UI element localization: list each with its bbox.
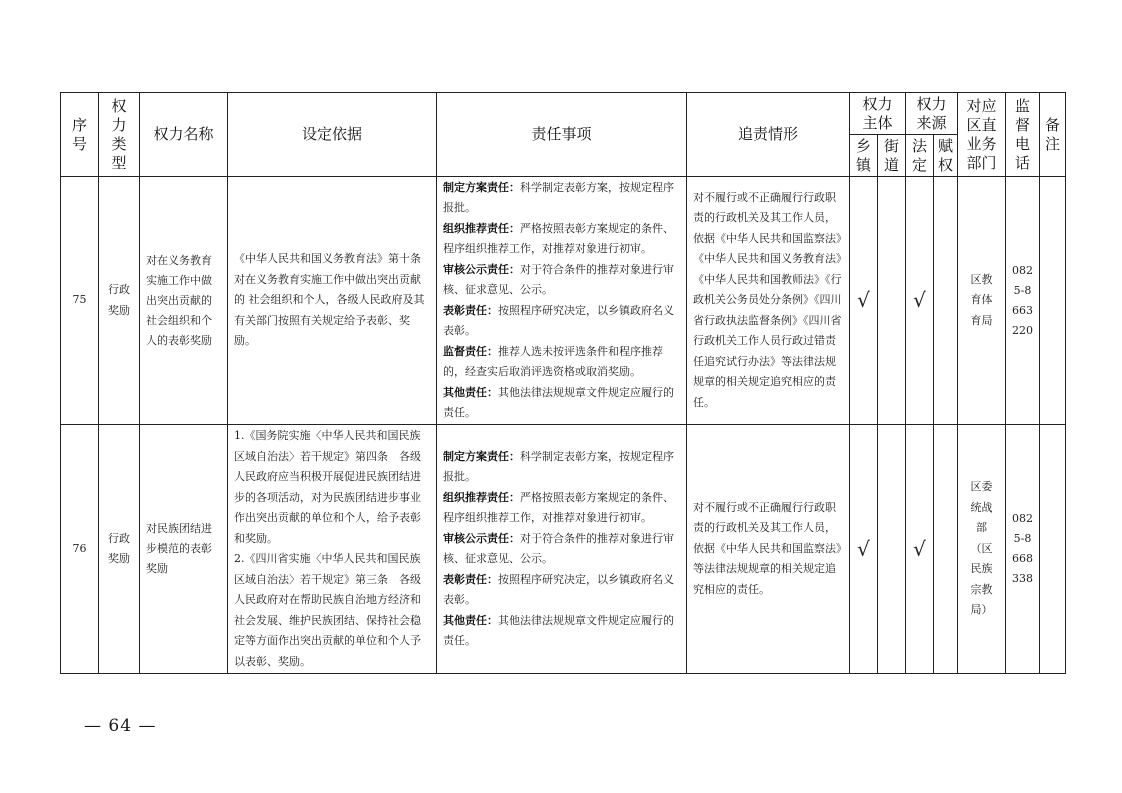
row-seq: 76 xyxy=(61,425,99,674)
header-dept: 对应区直业务部门 xyxy=(958,93,1006,177)
header-seq: 序号 xyxy=(61,93,99,177)
row-responsibility xyxy=(437,177,687,425)
row-type: 行政奖励 xyxy=(99,425,140,674)
row-street-check xyxy=(878,177,906,425)
resp-item: 监督责任：推荐人选未按评选条件和程序推荐的，经查实后取消评选资格或取消奖励。 xyxy=(443,344,663,378)
header-source-legal: 法定 xyxy=(906,135,934,177)
header-type: 权力类型 xyxy=(99,93,140,177)
row-name: 对在义务教育实施工作中做出突出贡献的社会组织和个人的表彰奖励 xyxy=(140,177,228,425)
row-dept: 区教育体育局 xyxy=(958,177,1006,425)
resp-item: 表彰责任：按照程序研究决定，以乡镇政府名义表彰。 xyxy=(443,572,674,606)
row-seq: 75 xyxy=(61,177,99,425)
row-responsibility xyxy=(437,425,687,674)
resp-item: 组织推荐责任：严格按照表彰方案规定的条件、程序组织推荐工作，对推荐对象进行初审。 xyxy=(443,490,674,524)
row-phone: 0825-8663220 xyxy=(1006,177,1040,425)
basis-item: 《中华人民共和国义务教育法》第十条 对在义务教育实施工作中做出突出贡献的 社会组织和个人，各级人民政府及其有关部门按照有关规定给予表彰、奖励。 xyxy=(234,252,425,348)
header-responsibility: 责任事项 xyxy=(437,93,687,177)
table-row xyxy=(61,425,1066,674)
header-subject-town: 乡镇 xyxy=(850,135,878,177)
resp-item: 制定方案责任：科学制定表彰方案，按规定程序报批。 xyxy=(443,180,674,214)
power-list-table xyxy=(60,92,1066,674)
header-subject-street: 街道 xyxy=(878,135,906,177)
row-basis xyxy=(228,177,437,425)
row-remark xyxy=(1040,425,1066,674)
row-granted-check xyxy=(934,425,958,674)
row-remark xyxy=(1040,177,1066,425)
row-phone: 0825-8668338 xyxy=(1006,425,1040,674)
header-source-granted: 赋权 xyxy=(934,135,958,177)
resp-item: 组织推荐责任：严格按照表彰方案规定的条件、程序组织推荐工作，对推荐对象进行初审。 xyxy=(443,221,674,255)
header-source: 权力来源 xyxy=(906,93,958,135)
row-legal-check: √ xyxy=(906,177,934,425)
header-basis: 设定依据 xyxy=(228,93,437,177)
resp-item: 其他责任：其他法律法规规章文件规定应履行的责任。 xyxy=(443,385,674,419)
row-pursuit: 对不履行或不正确履行行政职责的行政机关及其工作人员，依据《中华人民共和国监察法》《中华人民共和国义务教育法》《中华人民共和国教师法》《行政机关公务员处分条例》《四川省行政执法监督条例》《四川省行政机关工作人员行政过错责任追究试行办法》等法律法规规章的相关规定追究相应的责任。 xyxy=(687,177,850,425)
row-street-check xyxy=(878,425,906,674)
row-name: 对民族团结进步模范的表彰奖励 xyxy=(140,425,228,674)
basis-item: 1.《国务院实施〈中华人民共和国民族区域自治法〉若干规定》第四条 各级人民政府应当积极开展促进民族团结进步的各项活动，对为民族团结进步事业作出突出贡献的单位和个人，给予表彰和奖励。 xyxy=(234,429,421,545)
resp-item: 审核公示责任：对于符合条件的推荐对象进行审核、征求意见、公示。 xyxy=(443,262,674,296)
resp-item: 其他责任：其他法律法规规章文件规定应履行的责任。 xyxy=(443,613,674,647)
basis-item: 2.《四川省实施〈中华人民共和国民族区域自治法〉若干规定》第三条 各级人民政府对在帮助民族自治地方经济和社会发展、维护民族团结、保持社会稳定等方面作出突出贡献的单位和个人予以表彰、奖励。 xyxy=(234,552,421,668)
resp-item: 制定方案责任：科学制定表彰方案，按规定程序报批。 xyxy=(443,449,674,483)
header-name: 权力名称 xyxy=(140,93,228,177)
row-pursuit: 对不履行或不正确履行行政职责的行政机关及其工作人员，依据《中华人民共和国监察法》等法律法规规章的相关规定追究相应的责任。 xyxy=(687,425,850,674)
resp-item: 审核公示责任：对于符合条件的推荐对象进行审核、征求意见、公示。 xyxy=(443,531,674,565)
resp-item: 表彰责任：按照程序研究决定，以乡镇政府名义表彰。 xyxy=(443,303,674,337)
table-row xyxy=(61,177,1066,425)
page-number: — 64 — xyxy=(84,716,157,736)
row-town-check: √ xyxy=(850,425,878,674)
row-dept: 区委统战部（区民族宗教局） xyxy=(958,425,1006,674)
row-type: 行政奖励 xyxy=(99,177,140,425)
header-phone: 监督电话 xyxy=(1006,93,1040,177)
row-legal-check: √ xyxy=(906,425,934,674)
row-basis xyxy=(228,425,437,674)
row-town-check: √ xyxy=(850,177,878,425)
header-subject: 权力主体 xyxy=(850,93,906,135)
header-pursuit: 追责情形 xyxy=(687,93,850,177)
row-granted-check xyxy=(934,177,958,425)
header-remark: 备注 xyxy=(1040,93,1066,177)
